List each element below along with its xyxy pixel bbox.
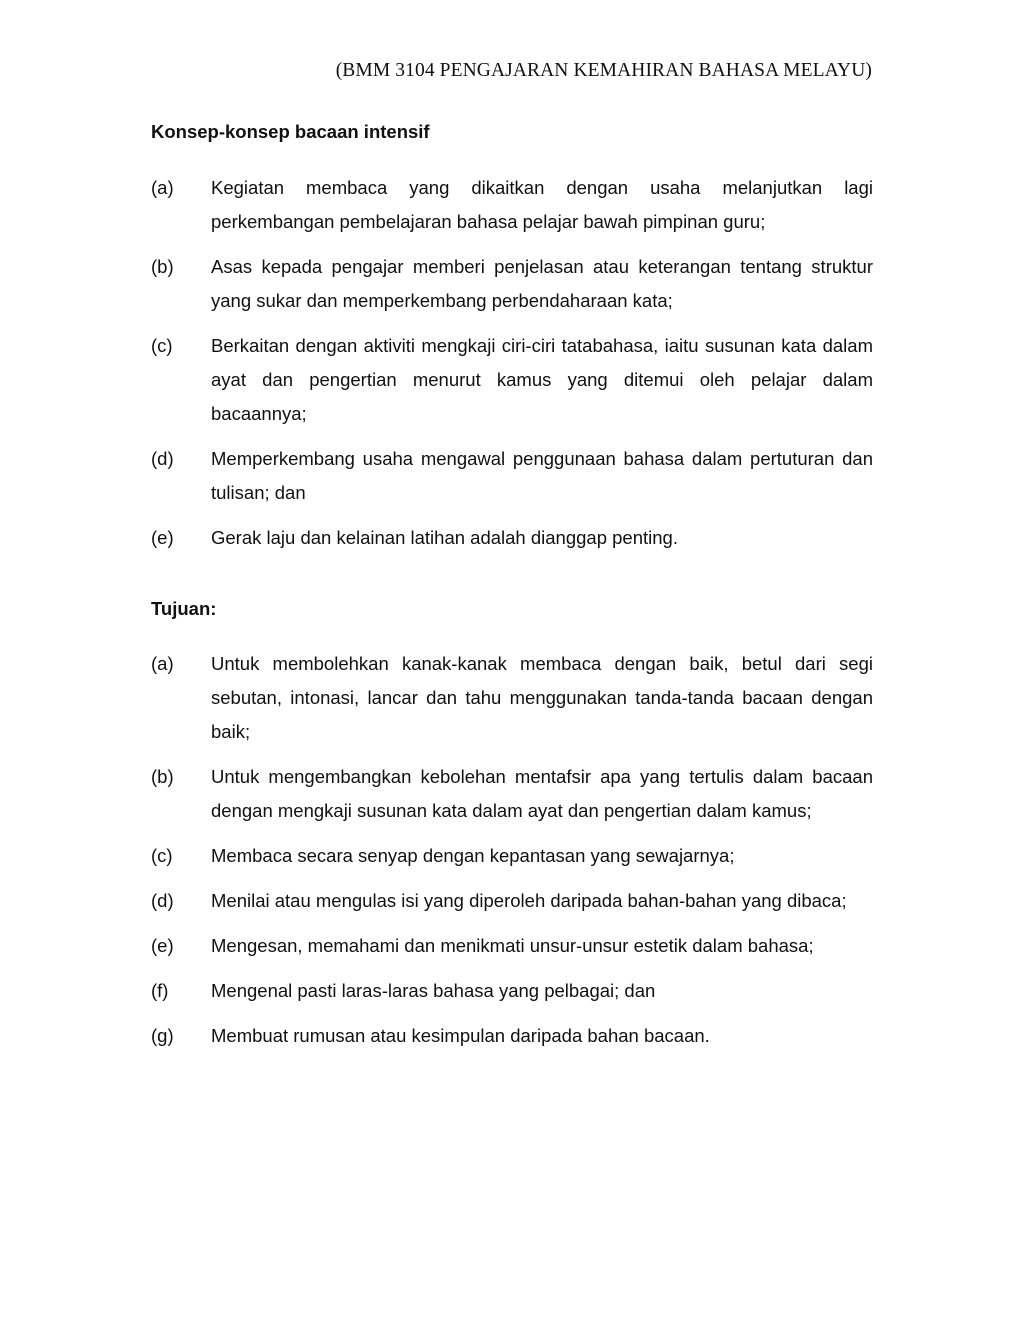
list-item [151, 1019, 873, 1053]
list-marker: (b) [151, 766, 174, 787]
list-item-text: Membuat rumusan atau kesimpulan daripada bahan bacaan. [211, 1025, 710, 1046]
list-marker: (e) [151, 527, 174, 548]
list-marker: (c) [151, 845, 173, 866]
list-marker: (b) [151, 256, 174, 277]
list-item [151, 442, 873, 510]
page-header: (BMM 3104 PENGAJARAN KEMAHIRAN BAHASA MELAYU) [335, 60, 872, 81]
list-item [151, 839, 873, 873]
list-item [151, 760, 873, 828]
list-marker: (d) [151, 890, 174, 911]
section-heading-konsep: Konsep-konsep bacaan intensif [151, 121, 430, 142]
list-item-text: Untuk mengembangkan kebolehan mentafsir apa yang tertulis dalam bacaan dengan mengkaji susunan kata dalam ayat dan pengertian dalam kamus; [211, 766, 873, 821]
list-item-text: Asas kepada pengajar memberi penjelasan atau keterangan tentang struktur yang sukar dan memperkembang perbendaharaan kata; [211, 256, 873, 311]
list-item-text: Membaca secara senyap dengan kepantasan yang sewajarnya; [211, 845, 735, 866]
list-marker: (a) [151, 653, 174, 674]
list-item [151, 329, 873, 431]
list-item-text: Berkaitan dengan aktiviti mengkaji ciri-ciri tatabahasa, iaitu susunan kata dalam ayat dan pengertian menurut kamus yang ditemui oleh pelajar dalam bacaannya; [211, 335, 873, 424]
tujuan-list [151, 647, 873, 1053]
section-heading-tujuan: Tujuan: [151, 598, 217, 619]
list-marker: (e) [151, 935, 174, 956]
list-marker: (c) [151, 335, 173, 356]
list-item-text: Mengenal pasti laras-laras bahasa yang pelbagai; dan [211, 980, 656, 1001]
list-item-text: Gerak laju dan kelainan latihan adalah dianggap penting. [211, 527, 678, 548]
list-item-text: Memperkembang usaha mengawal penggunaan bahasa dalam pertuturan dan tulisan; dan [211, 448, 873, 503]
list-item-text: Mengesan, memahami dan menikmati unsur-unsur estetik dalam bahasa; [211, 935, 814, 956]
konsep-list [151, 171, 873, 555]
list-item-text: Kegiatan membaca yang dikaitkan dengan usaha melanjutkan lagi perkembangan pembelajaran bahasa pelajar bawah pimpinan guru; [211, 177, 873, 232]
list-marker: (a) [151, 177, 174, 198]
list-item [151, 974, 873, 1008]
list-item [151, 929, 873, 963]
list-item-text: Untuk membolehkan kanak-kanak membaca dengan baik, betul dari segi sebutan, intonasi, lancar dan tahu menggunakan tanda-tanda bacaan dengan baik; [211, 653, 873, 742]
list-item-text: Menilai atau mengulas isi yang diperoleh daripada bahan-bahan yang dibaca; [211, 890, 847, 911]
list-item [151, 171, 873, 239]
list-marker: (d) [151, 448, 174, 469]
list-item [151, 884, 873, 918]
list-marker: (g) [151, 1025, 174, 1046]
list-item [151, 250, 873, 318]
list-item [151, 521, 873, 555]
list-item [151, 647, 873, 749]
list-marker: (f) [151, 980, 169, 1001]
